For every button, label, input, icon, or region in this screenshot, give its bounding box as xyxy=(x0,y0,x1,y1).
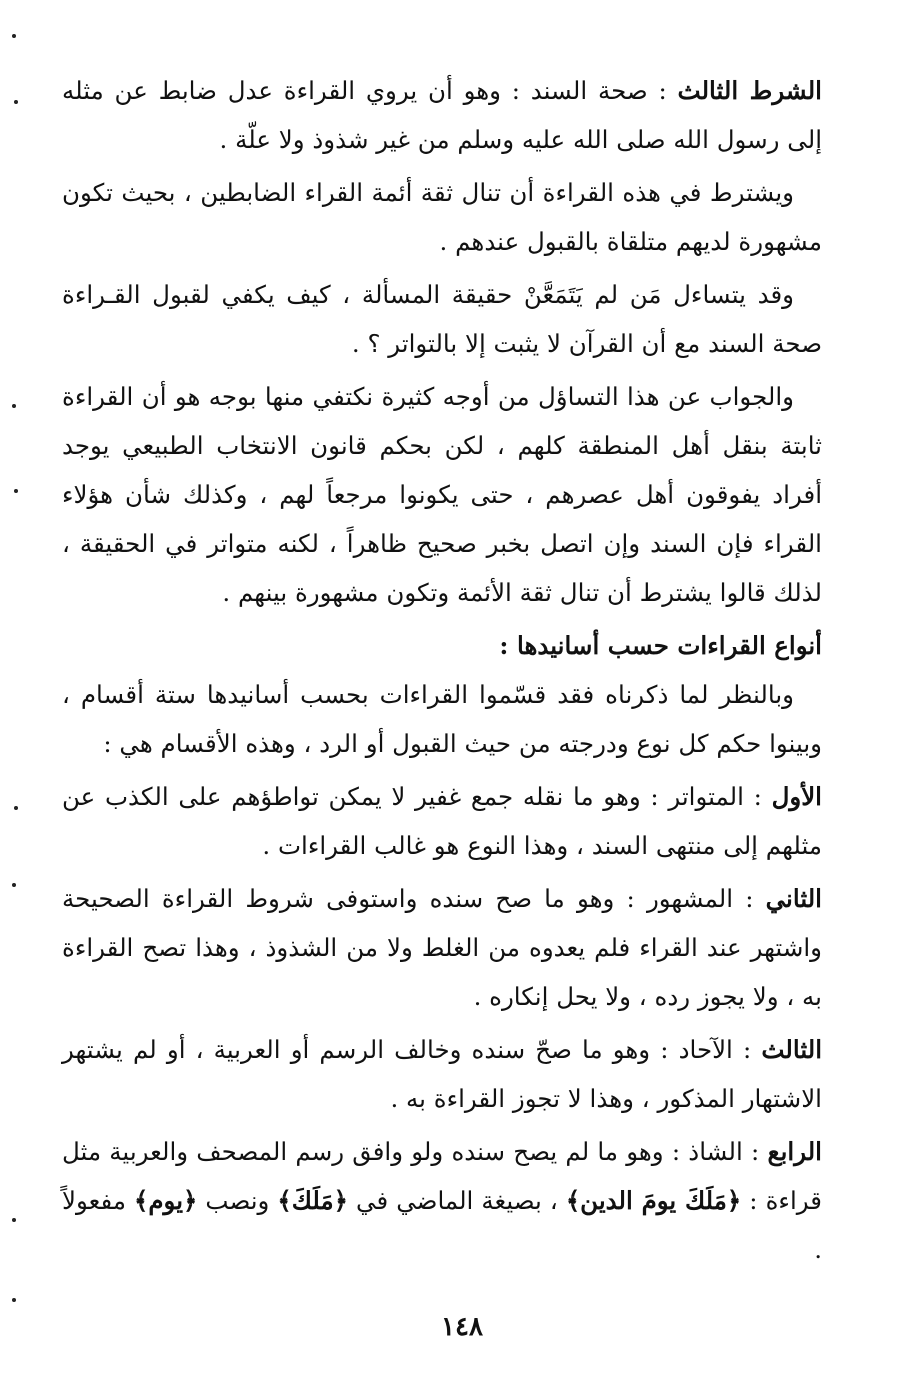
paragraph-answer: والجواب عن هذا التساؤل من أوجه كثيرة نكتفي منها بوجه هو أن القراءة ثابتة بنقل أهل المنطقة كلهم ، لكن بحكم قانون الانتخاب الطبيعي يوجد أفراد يفوقون أهل عصرهم ، حتى يكونوا مرجعاً لهم ، وكذلك شأن هؤلاء القراء فإن السند وإن اتصل بخبر صحيح ظاهراً ، لكنه متواتر في الحقيقة ، لذلك قالوا يشترط أن تنال ثقة الأئمة وتكون مشهورة بينهم . xyxy=(62,382,822,607)
scan-dot xyxy=(14,489,18,493)
section-first xyxy=(62,772,822,870)
paragraph-condition-detail: ويشترط في هذه القراءة أن تنال ثقة أئمة القراء الضابطين ، بحيث تكون مشهورة لديهم متلقاة بالقبول عندهم . xyxy=(62,178,822,256)
scan-dot xyxy=(14,806,18,810)
scan-dot xyxy=(12,1218,16,1222)
paragraph-text: : صحة السند : وهو أن يروي القراءة عدل ضابط عن مثله إلى رسول الله صلى الله عليه وسلم من غير شذوذ ولا علّة . xyxy=(62,76,822,154)
section-text: : المشهور : وهو ما صح سنده واستوفى شروط القراءة الصحيحة واشتهر عند القراء فلم يعدوه من الغلط ولا من الشذوذ ، وهذا تصح القراءة به ، ولا يجوز رده ، ولا يحل إنكاره . xyxy=(62,884,822,1011)
section-second xyxy=(62,874,822,1021)
section-text: : الآحاد : وهو ما صحّ سنده وخالف الرسم أو العربية ، أو لم يشتهر الاشتهار المذكور ، وهذا لا تجوز القراءة به . xyxy=(62,1035,822,1113)
paragraph-intro: وبالنظر لما ذكرناه فقد قسّموا القراءات بحسب أسانيدها ستة أقسام ، وبينوا حكم كل نوع ودرجته من حيث القبول أو الرد ، وهذه الأقسام هي : xyxy=(62,680,822,758)
scan-dot xyxy=(12,883,16,887)
section-text: مفعولاً . xyxy=(62,1186,822,1264)
section-fourth xyxy=(62,1127,822,1274)
paragraph-lead: الشرط الثالث xyxy=(677,76,822,105)
quran-quote: ﴿مَلَكَ﴾ xyxy=(277,1186,349,1215)
section-text: : الشاذ : وهو ما لم يصح سنده ولو وافق رسم المصحف والعربية مثل قراءة : xyxy=(62,1137,822,1215)
paragraph-third-condition xyxy=(62,66,822,164)
page-number: ١٤٨ xyxy=(441,1312,483,1342)
scan-dot xyxy=(12,404,16,408)
section-text: : المتواتر : وهو ما نقله جمع غفير لا يمكن تواطؤهم على الكذب عن مثلهم إلى منتهى السند ، وهذا النوع هو غالب القراءات . xyxy=(62,782,822,860)
section-text: ونصب xyxy=(197,1186,278,1215)
section-lead: الرابع xyxy=(767,1137,822,1166)
scan-dot xyxy=(12,1298,16,1302)
section-heading: أنواع القراءات حسب أسانيدها : xyxy=(499,631,822,660)
paragraph-question: وقد يتساءل مَن لم يَتَمَعَّنْ حقيقة المسألة ، كيف يكفي لقبول القـراءة صحة السند مع أن القرآن لا يثبت إلا بالتواتر ؟ . xyxy=(62,280,822,358)
section-lead: الثالث xyxy=(761,1035,822,1064)
section-third xyxy=(62,1025,822,1123)
section-text: ، بصيغة الماضي في xyxy=(348,1186,566,1215)
page-body xyxy=(62,66,822,1278)
section-lead: الثاني xyxy=(765,884,822,913)
section-lead: الأول xyxy=(771,782,822,811)
quran-quote: ﴿مَلَكَ يومَ الدين﴾ xyxy=(565,1186,742,1215)
scan-dot xyxy=(14,100,18,104)
quran-quote: ﴿يوم﴾ xyxy=(134,1186,198,1215)
scan-dot xyxy=(12,34,16,38)
